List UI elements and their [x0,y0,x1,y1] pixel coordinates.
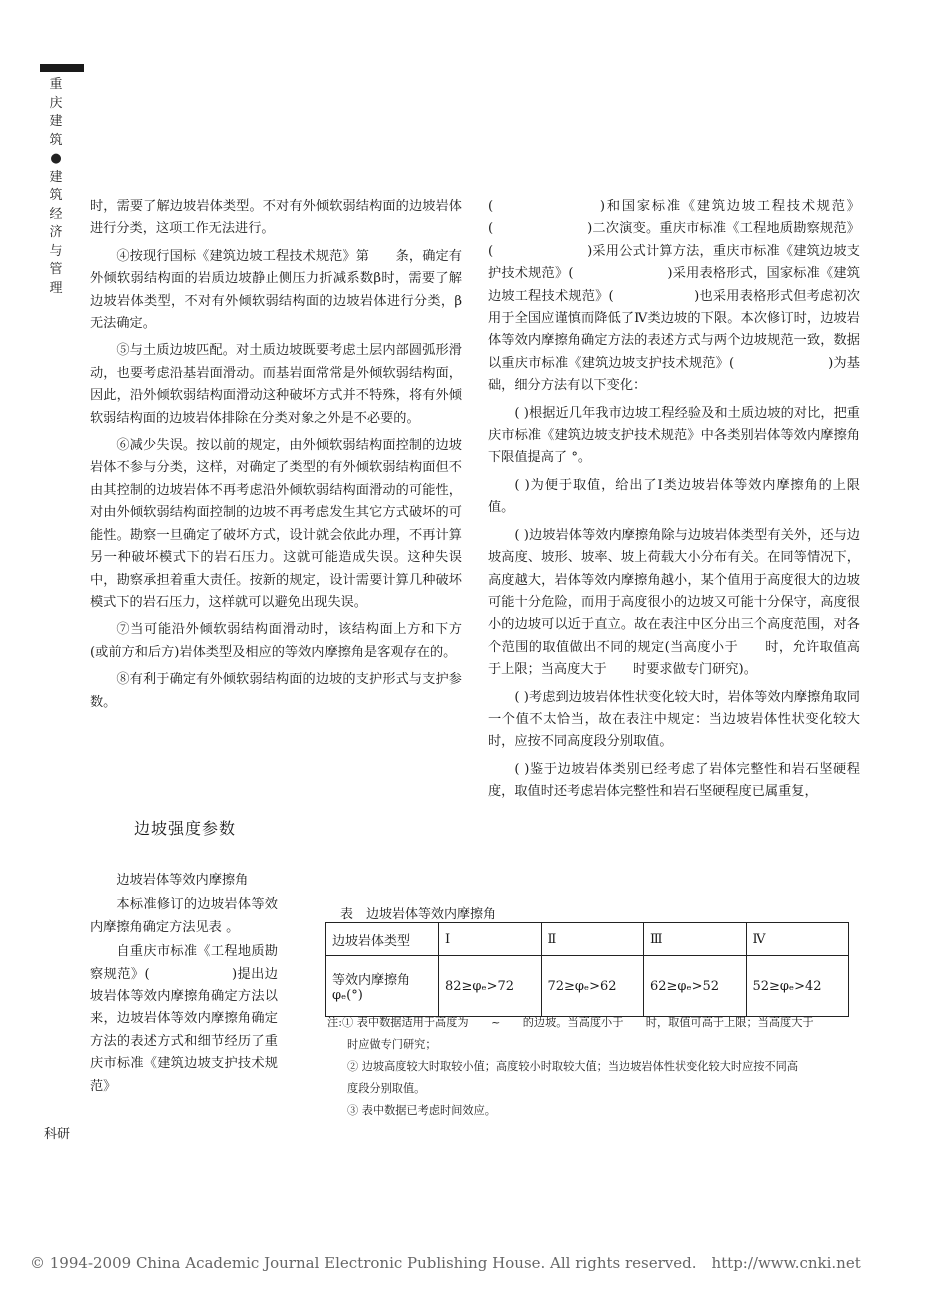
note-line: 注:① 表中数据适用于高度为 ~ 的边坡。当高度小于 时，取值可高于上限；当高度大于 [327,1016,814,1029]
table-row [326,956,849,1017]
note-line: ② 边坡高度较大时取较小值；高度较小时取较大值；当边坡岩体性状变化较大时应按不同高 [347,1060,799,1073]
narrow-column [90,870,278,1100]
copyright-notice: © 1994-2009 China Academic Journal Electronic Publishing House. All rights reserved. http://www.cnki.net [30,1254,861,1272]
body-paragraph: ④按现行国标《建筑边坡工程技术规范》第 条，确定有外倾软弱结构面的岩质边坡静止侧压力折减系数β时，需要了解边坡岩体类型，不对有外倾软弱结构面的边坡岩体进行分类，β无法确定。 [90,248,462,332]
sidebar-char: 建 [49,169,63,185]
table-cell: 52≥φₑ>42 [746,956,849,1017]
body-paragraph: ( )边坡岩体等效内摩擦角除与边坡岩体类型有关外，还与边坡高度、坡形、坡率、坡上荷载大小分布有关。在同等情况下，高度越大，岩体等效内摩擦角越小，某个值用于高度很大的边坡可能十分危险，而用于高度很小的边坡又可能十分保守，高度很小的边坡可以近于直立。故在表注中区分出三个高度范围，对各个范围的取值做出不同的规定(当高度小于 时，允许取值高于上限；当高度大于 时要求做专门研究)。 [488,527,860,678]
body-paragraph: ( )鉴于边坡岩体类别已经考虑了岩体完整性和岩石坚硬程度，取值时还考虑岩体完整性和岩石坚硬程度已属重复， [488,761,860,800]
note-line: 时应做专门研究； [347,1038,437,1051]
sidebar-char: 经 [49,206,63,222]
table-header-cell: Ⅱ [541,923,644,956]
body-paragraph: ( )考虑到边坡岩体性状变化较大时，岩体等效内摩擦角取同一个值不太恰当，故在表注中规定：当边坡岩体性状变化较大时，应按不同高度段分别取值。 [488,689,860,750]
section-heading: 边坡强度参数 [134,819,237,838]
body-paragraph: ⑥减少失误。按以前的规定，由外倾软弱结构面控制的边坡岩体不参与分类，这样，对确定了类型的有外倾软弱结构面但不由其控制的边坡岩体不再考虑沿外倾软弱结构面滑动的可能性，对由外倾软弱结构面控制的边坡不再考虑发生其它方式破坏的可能性。勘察一旦确定了破坏方式，设计就会依此办理，不再计算另一种破坏模式下的岩石压力。这就可能造成失误。这种失误中，勘察承担着重大责任。按新的规定，设计需要计算几种破坏模式下的岩石压力，这样就可以避免出现失误。 [90,438,462,610]
column-label: 科研 [44,1127,71,1142]
table-row-label [326,956,439,1017]
table-header-cell: Ⅰ [439,923,542,956]
body-paragraph: ⑤与土质边坡匹配。对土质边坡既要考虑土层内部圆弧形滑动，也要考虑沿基岩面滑动。而基岩面常常是外倾软弱结构面，因此，沿外倾软弱结构面滑动这种破坏方式并不特殊，将有外倾软弱结构面的边坡岩体排除在分类对象之外是不必要的。 [90,343,462,426]
body-paragraph: 本标准修订的边坡岩体等效内摩擦角确定方法见表 。 [90,897,278,935]
sidebar-char: 理 [49,280,63,296]
body-paragraph: ( )为便于取值，给出了Ⅰ类边坡岩体等效内摩擦角的上限值。 [488,477,860,516]
right-column [488,196,860,809]
table-header-cell: Ⅲ [644,923,747,956]
friction-angle-table [325,922,849,1017]
body-paragraph: ( )根据近几年我市边坡工程经验及和土质边坡的对比，把重庆市标准《建筑边坡支护技术规范》中各类别岩体等效内摩擦角下限值提高了 °。 [488,405,860,466]
sidebar-char: 济 [49,225,63,240]
sidebar-char: 庆 [49,95,63,111]
sidebar-char: 管 [49,262,63,277]
journal-sidebar [44,76,68,298]
table-cell: 72≥φₑ>62 [541,956,644,1017]
sidebar-bullet: ● [50,151,62,166]
header-bar [40,64,84,72]
row-label-line: 等效内摩擦角 [332,973,411,988]
table-notes [327,1012,852,1122]
body-paragraph: ⑧有利于确定有外倾软弱结构面的边坡的支护形式与支护参数。 [90,672,462,710]
note-line: ③ 表中数据已考虑时间效应。 [347,1104,496,1117]
left-column [90,196,462,719]
body-paragraph: ( )和国家标准《建筑边坡工程技术规范》( )二次演变。重庆市标准《工程地质勘察规范》( )采用公式计算方法，重庆市标准《建筑边坡支护技术规范》( )采用表格形式，国家标准《建筑边坡工程技术规范》( )也采用表格形式但考虑初次用于全国应谨慎而降低了Ⅳ类边坡的下限。本次修订时，边坡岩体等效内摩擦角确定方法的表述方式与两个边坡规范一致，数据以重庆市标准《建筑边坡支护技术规范》( )为基础，细分方法有以下变化： [488,199,860,394]
table-cell: 82≥φₑ>72 [439,956,542,1017]
row-label-line: φₑ(°) [332,988,363,1003]
note-line: 度段分别取值。 [347,1082,426,1095]
table-header-cell: Ⅳ [746,923,849,956]
sidebar-char: 建 [49,114,63,129]
sidebar-char: 与 [49,243,63,259]
sidebar-char: 筑 [49,188,63,203]
table-cell: 62≥φₑ>52 [644,956,747,1017]
sidebar-char: 筑 [49,132,63,148]
subsection-heading: 边坡岩体等效内摩擦角 [116,873,249,888]
body-paragraph: 自重庆市标准《工程地质勘察规范》( )提出边坡岩体等效内摩擦角确定方法以来，边坡岩体等效内摩擦角确定方法的表述方式和细节经历了重庆市标准《建筑边坡支护技术规范》 [90,944,278,1094]
table-caption: 表 边坡岩体等效内摩擦角 [340,907,497,922]
table-header-cell: 边坡岩体类型 [326,923,439,956]
body-paragraph: ⑦当可能沿外倾软弱结构面滑动时，该结构面上方和下方(或前方和后方)岩体类型及相应的等效内摩擦角是客观存在的。 [90,622,462,660]
sidebar-char: 重 [49,77,63,92]
table-header-row [326,923,849,956]
body-paragraph: 时，需要了解边坡岩体类型。不对有外倾软弱结构面的边坡岩体进行分类，这项工作无法进行。 [90,199,462,237]
